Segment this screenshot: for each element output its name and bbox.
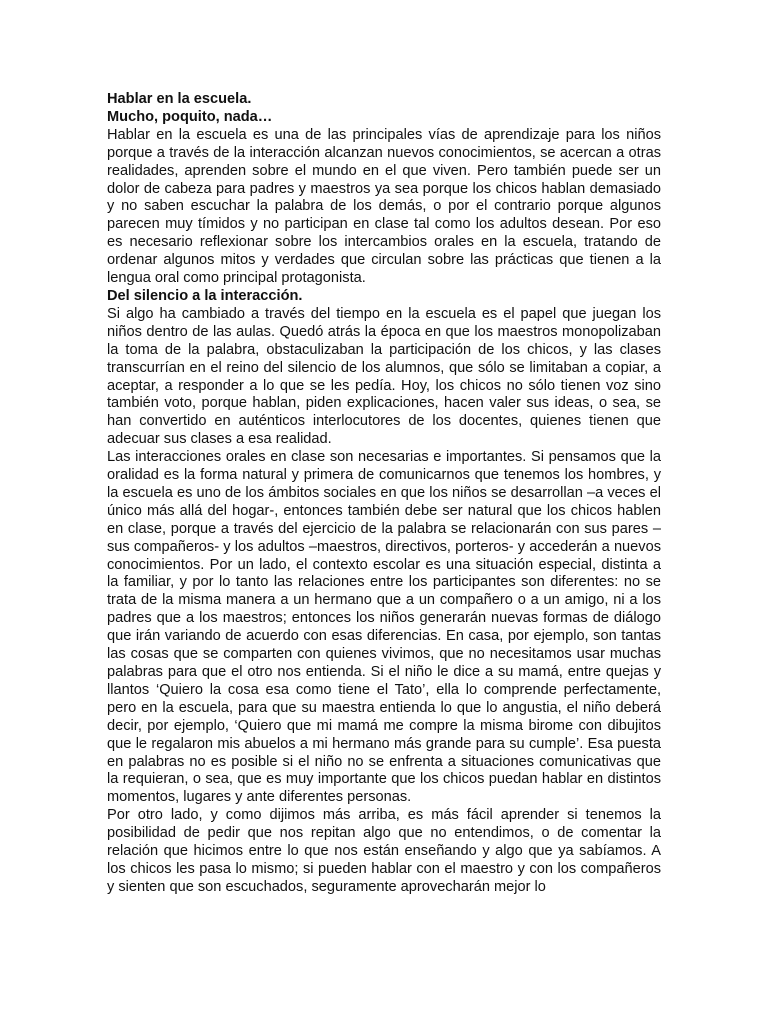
document-title: Hablar en la escuela. [107,91,252,107]
body-paragraph: Por otro lado, y como dijimos más arriba, es más fácil aprender si tenemos la posibilidad de pedir que nos repitan algo que no entendimos, o de comentar la relación que hicimos entre lo que nos están enseñando y algo que ya sabíamos. A los chicos les pasa lo mismo; si pueden hablar con el maestro y con los compañeros y sienten que son escuchados, seguramente aprovecharán mejor lo [107,807,661,895]
document-subtitle: Mucho, poquito, nada… [107,108,273,125]
body-paragraph: Si algo ha cambiado a través del tiempo en la escuela es el papel que juegan los niños dentro de las aulas. Quedó atrás la época en que los maestros monopolizaban la toma de la palabra, obstaculizaban la participación de los chicos, y las clases transcurrían en el reino del silencio de los alumnos, que sólo se limitaban a copiar, a aceptar, a responder a lo que se les pedía. Hoy, los chicos no sólo tienen voz sino también voto, porque hablan, piden explicaciones, hacen valer sus ideas, o sea, se han convertido en auténticos interlocutores de los docentes, quienes tienen que adecuar sus clases a esa realidad. [107,305,661,448]
body-paragraph: Las interacciones orales en clase son necesarias e importantes. Si pensamos que la oralidad es la forma natural y primera de comunicarnos que tenemos los hombres, y la escuela es uno de los ámbitos sociales en que los niños se desarrollan –a veces el único más allá del hogar-, entonces también debe ser natural que los chicos hablen en clase, porque a través del ejercicio de la palabra se relacionarán con sus pares –sus compañeros- y los adultos –maestros, directivos, porteros- y accederán a nuevos conocimientos. Por un lado, el contexto escolar es una situación especial, distinta a la familiar, y por lo tanto las relaciones entre los participantes son diferentes: no se trata de la misma manera a un hermano que a un compañero o a un amigo, ni a los padres que a los maestros; entonces los niños generarán nuevas formas de diálogo que irán variando de acuerdo con esas diferencias. En casa, por ejemplo, son tantas las cosas que se comparten con quienes vivimos, que no necesitamos usar muchas palabras para que el otro nos entienda. Si el niño le dice a su mamá, entre quejas y llantos ‘Quiero la cosa esa como tiene el Tato’, ella lo comprende perfectamente, pero en la escuela, para que su maestra entienda lo que lo angustia, el niño deberá decir, por ejemplo, ‘Quiero que mi mamá me compre la misma birome con dibujitos que le regalaron mis abuelos a mi hermano más grande para su cumple’. Esa puesta en palabras no es posible si el niño no se enfrenta a situaciones comunicativas que la requieran, o sea, que es muy importante que los chicos puedan hablar en distintos momentos, lugares y ante diferentes personas. [107,449,661,806]
document-page [107,91,661,897]
intro-paragraph: Hablar en la escuela es una de las principales vías de aprendizaje para los niños porque a través de la interacción alcanzan nuevos conocimientos, se acercan a otras realidades, aprenden sobre el mundo en el que viven. Pero también puede ser un dolor de cabeza para padres y maestros ya sea porque los chicos hablan demasiado y no saben escuchar la palabra de los demás, o por el contrario porque algunos parecen muy tímidos y no participan en clase tal como los adultos desean. Por eso es necesario reflexionar sobre los intercambios orales en la escuela, tratando de ordenar algunos mitos y verdades que circulan sobre las prácticas que tienen a la lengua oral como principal protagonista. [107,126,661,287]
section-heading: Del silencio a la interacción. [107,287,303,304]
